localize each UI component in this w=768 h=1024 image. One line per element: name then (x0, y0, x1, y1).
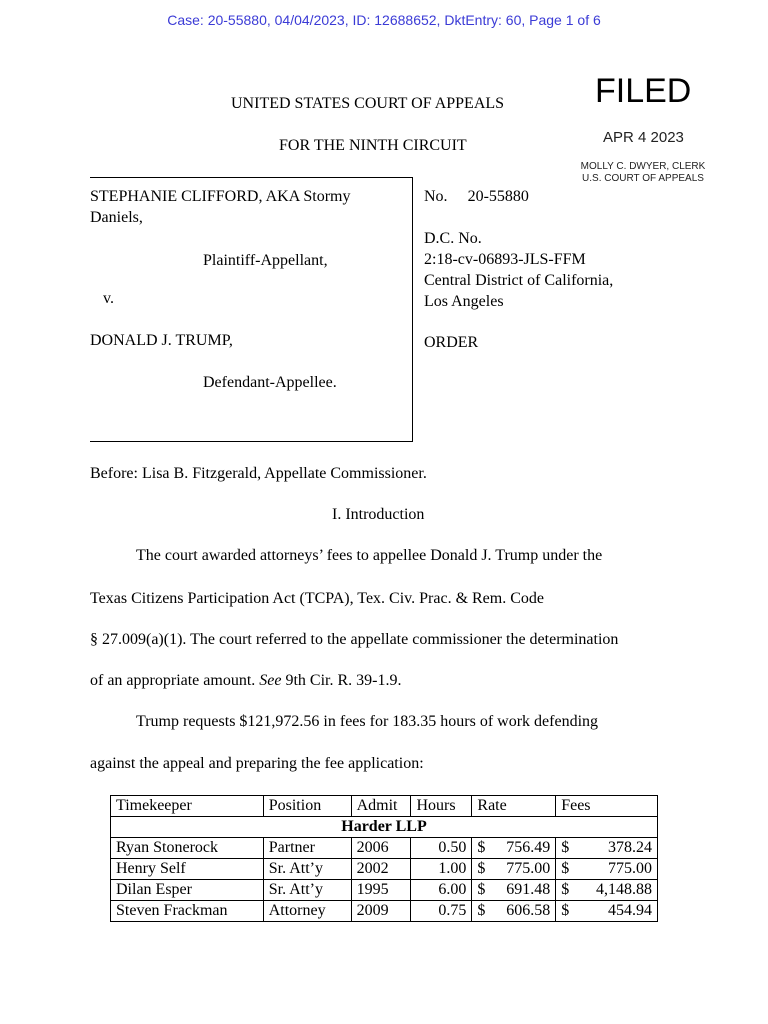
header-fees: Fees (556, 796, 658, 817)
header-timekeeper: Timekeeper (111, 796, 264, 817)
rate-cell (472, 859, 556, 880)
defendant-role: Defendant-Appellee. (203, 374, 337, 391)
currency-sign: $ (477, 902, 486, 919)
admit-cell: 1995 (351, 880, 411, 901)
rate-cell (472, 901, 556, 922)
fee-table (110, 795, 658, 922)
court-name: UNITED STATES COURT OF APPEALS (231, 95, 505, 112)
city: Los Angeles (424, 293, 504, 310)
currency-sign: $ (561, 881, 570, 898)
filed-stamp: FILED (595, 72, 692, 110)
plaintiff-name-cont: Daniels, (90, 209, 143, 226)
versus: v. (103, 290, 114, 307)
case-header: Case: 20-55880, 04/04/2023, ID: 12688652, DktEntry: 60, Page 1 of 6 (167, 12, 601, 28)
clerk-name: MOLLY C. DWYER, CLERK (580, 161, 706, 172)
fees-value: 454.94 (608, 902, 652, 919)
order-label: ORDER (424, 334, 479, 351)
circuit-name: FOR THE NINTH CIRCUIT (279, 137, 467, 154)
table-row (111, 880, 658, 901)
rate-cell (472, 838, 556, 859)
defendant-name: DONALD J. TRUMP, (90, 332, 233, 349)
see-signal: See (259, 672, 282, 689)
plaintiff-name: STEPHANIE CLIFFORD, AKA Stormy (90, 188, 351, 205)
plaintiff-role: Plaintiff-Appellant, (203, 252, 328, 269)
currency-sign: $ (477, 860, 486, 877)
paragraph-1-line-1: The court awarded attorneys’ fees to appellee Donald J. Trump under the (136, 547, 603, 564)
firm-row (111, 817, 658, 838)
rate-value: 691.48 (506, 881, 551, 898)
position-cell: Attorney (263, 901, 351, 922)
fees-value: 775.00 (608, 860, 652, 877)
currency-sign: $ (561, 839, 570, 856)
fees-cell (556, 859, 658, 880)
paragraph-2-line-1: Trump requests $121,972.56 in fees for 183.35 hours of work defending (136, 713, 599, 730)
fees-cell (556, 880, 658, 901)
header-hours: Hours (411, 796, 472, 817)
table-row (111, 859, 658, 880)
timekeeper-cell: Ryan Stonerock (111, 838, 264, 859)
hours-cell: 1.00 (411, 859, 472, 880)
position-cell: Sr. Att’y (263, 880, 351, 901)
before-line: Before: Lisa B. Fitzgerald, Appellate Commissioner. (90, 465, 427, 482)
table-header-row (111, 796, 658, 817)
currency-sign: $ (477, 881, 486, 898)
header-rate: Rate (472, 796, 556, 817)
rate-cell (472, 880, 556, 901)
case-number-value: 20-55880 (467, 188, 529, 205)
timekeeper-cell: Henry Self (111, 859, 264, 880)
dc-number: 2:18-cv-06893-JLS-FFM (424, 251, 586, 268)
position-cell: Partner (263, 838, 351, 859)
hours-cell: 0.50 (411, 838, 472, 859)
header-admit: Admit (351, 796, 411, 817)
paragraph-2-line-2: against the appeal and preparing the fee application: (90, 755, 424, 772)
timekeeper-cell: Steven Frackman (111, 901, 264, 922)
fees-value: 378.24 (608, 839, 652, 856)
admit-cell: 2006 (351, 838, 411, 859)
case-number-label: No. (424, 188, 448, 205)
paragraph-1-line-4 (90, 672, 402, 690)
table-row (111, 901, 658, 922)
clerk-office: U.S. COURT OF APPEALS (582, 173, 704, 184)
hours-cell: 6.00 (411, 880, 472, 901)
line-4-prefix: of an appropriate amount. (90, 672, 256, 689)
currency-sign: $ (561, 902, 570, 919)
header-position: Position (263, 796, 351, 817)
fees-cell (556, 901, 658, 922)
district: Central District of California, (424, 272, 614, 289)
paragraph-1-line-2: Texas Citizens Participation Act (TCPA), Tex. Civ. Prac. & Rem. Code (90, 590, 544, 607)
fees-value: 4,148.88 (596, 881, 652, 898)
fees-cell (556, 838, 658, 859)
table-row (111, 838, 658, 859)
currency-sign: $ (477, 839, 486, 856)
position-cell: Sr. Att’y (263, 859, 351, 880)
admit-cell: 2009 (351, 901, 411, 922)
rate-value: 756.49 (506, 839, 551, 856)
dc-label: D.C. No. (424, 230, 482, 247)
line-4-suffix: 9th Cir. R. 39-1.9. (285, 672, 402, 689)
case-number (424, 188, 529, 206)
rate-value: 775.00 (506, 860, 551, 877)
section-heading: I. Introduction (332, 506, 425, 523)
rate-value: 606.58 (506, 902, 551, 919)
currency-sign: $ (561, 860, 570, 877)
paragraph-1-line-3: § 27.009(a)(1). The court referred to the appellate commissioner the determination (90, 631, 619, 648)
timekeeper-cell: Dilan Esper (111, 880, 264, 901)
admit-cell: 2002 (351, 859, 411, 880)
filed-date: APR 4 2023 (603, 129, 684, 146)
firm-name: Harder LLP (111, 817, 658, 838)
hours-cell: 0.75 (411, 901, 472, 922)
